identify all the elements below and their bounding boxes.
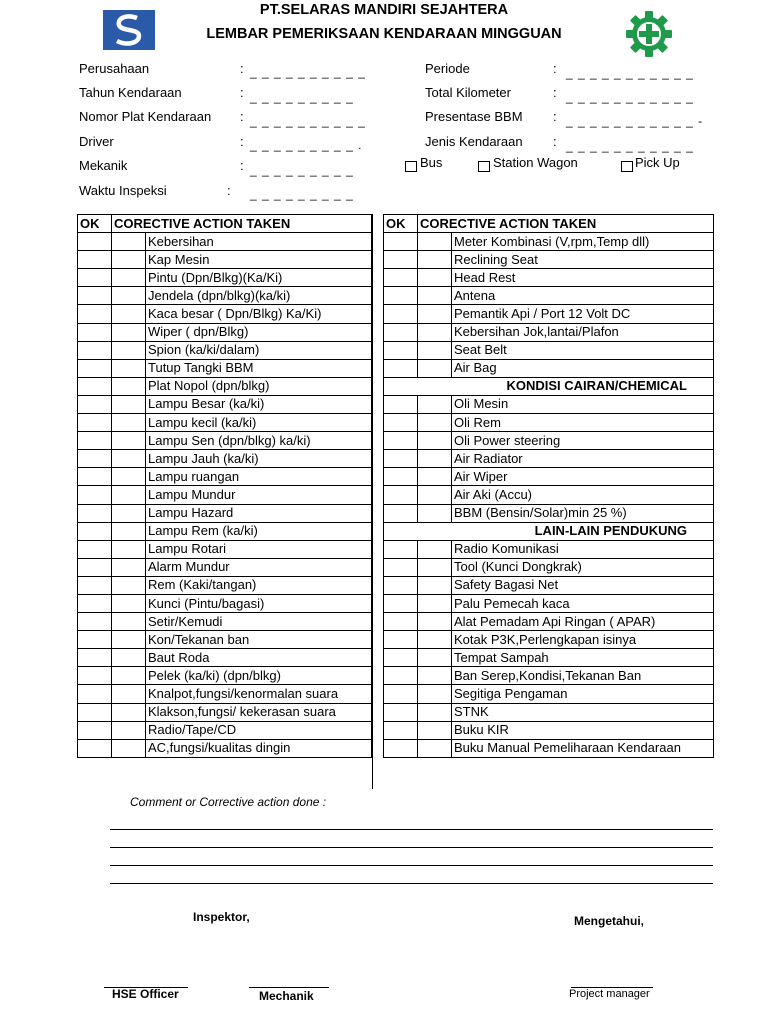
ok-checkbox-cell[interactable] [78,721,112,739]
comment-label: Comment or Corrective action done : [130,795,327,809]
inspection-item: Antena [452,287,714,305]
inspection-item: Kebersihan [146,233,372,251]
table-row [384,359,714,377]
field-label-periode: Periode [425,61,470,76]
corrective-action-cell[interactable] [112,341,146,359]
field-colon: : [240,134,244,149]
inspection-item: Lampu Rem (ka/ki) [146,522,372,540]
table-row [384,613,714,631]
corrective-action-cell[interactable] [112,251,146,269]
corrective-action-cell[interactable] [418,558,452,576]
ok-checkbox-cell[interactable] [384,287,418,305]
ok-checkbox-cell[interactable] [78,287,112,305]
corrective-action-cell[interactable] [418,631,452,649]
corrective-action-cell[interactable] [418,649,452,667]
corrective-action-cell[interactable] [418,414,452,432]
corrective-action-cell[interactable] [418,269,452,287]
ok-checkbox-cell[interactable] [78,395,112,413]
field-label-driver: Driver [79,134,114,149]
ok-checkbox-cell[interactable] [78,486,112,504]
corrective-action-cell[interactable] [418,486,452,504]
corrective-action-cell[interactable] [418,613,452,631]
inspection-item: Kaca besar ( Dpn/Blkg) Ka/Ki) [146,305,372,323]
checklist-table-right [383,214,714,758]
table-row [384,594,714,612]
corrective-action-cell[interactable] [112,233,146,251]
inspection-item: Baut Roda [146,649,372,667]
ok-checkbox-cell[interactable] [384,703,418,721]
corrective-action-cell[interactable] [112,504,146,522]
field-value-nomor-plat[interactable]: _ _ _ _ _ _ _ _ _ _ [250,114,366,128]
inspection-item: Oli Power steering [452,432,714,450]
inspection-item: Tutup Tangki BBM [146,359,372,377]
ok-checkbox-cell[interactable] [78,613,112,631]
ok-checkbox-cell[interactable] [78,414,112,432]
corrective-action-cell[interactable] [112,486,146,504]
corrective-action-cell[interactable] [112,631,146,649]
ok-checkbox-cell[interactable] [384,594,418,612]
inspection-item: Plat Nopol (dpn/blkg) [146,377,372,395]
inspection-item: Knalpot,fungsi/kenormalan suara [146,685,372,703]
corrective-action-cell[interactable] [418,739,452,757]
ok-checkbox-cell[interactable] [384,558,418,576]
field-label-nomor-plat: Nomor Plat Kendaraan [79,109,212,124]
corrective-action-cell[interactable] [418,323,452,341]
inspection-item: Lampu Besar (ka/ki) [146,395,372,413]
inspection-item: Lampu Rotari [146,540,372,558]
corrective-action-cell[interactable] [112,377,146,395]
inspection-item: Rem (Kaki/tangan) [146,576,372,594]
table-row [384,450,714,468]
signature-name-pm: Project manager [569,988,650,1000]
inspection-item: Setir/Kemudi [146,613,372,631]
section-row [384,522,714,540]
section-heading: LAIN-LAIN PENDUKUNG [384,522,714,540]
table-row [384,558,714,576]
ok-checkbox-cell[interactable] [384,504,418,522]
corrective-action-cell[interactable] [112,540,146,558]
comment-line[interactable] [110,847,713,848]
table-row [384,703,714,721]
ok-checkbox-cell[interactable] [384,739,418,757]
ok-checkbox-cell[interactable] [384,341,418,359]
corrective-action-cell[interactable] [112,613,146,631]
field-colon: : [553,61,557,76]
corrective-action-cell[interactable] [112,450,146,468]
ok-checkbox-cell[interactable] [78,468,112,486]
corrective-action-cell[interactable] [418,504,452,522]
table-row [384,486,714,504]
corrective-action-cell[interactable] [112,685,146,703]
ok-checkbox-cell[interactable] [384,233,418,251]
corrective-action-cell[interactable] [418,251,452,269]
inspection-item: Lampu kecil (ka/ki) [146,414,372,432]
corrective-action-cell[interactable] [418,395,452,413]
table-row [384,305,714,323]
field-label-perusahaan: Perusahaan [79,61,150,76]
inspection-item: Oli Mesin [452,395,714,413]
inspection-item: Alat Pemadam Api Ringan ( APAR) [452,613,714,631]
comment-line[interactable] [110,865,713,866]
checkbox-label-pick-up: Pick Up [635,155,680,170]
comment-line[interactable] [110,829,713,830]
corrective-action-cell[interactable] [112,649,146,667]
corrective-action-cell[interactable] [418,576,452,594]
ok-checkbox-cell[interactable] [78,594,112,612]
ok-checkbox-cell[interactable] [78,450,112,468]
table-row [384,414,714,432]
inspection-item: Head Rest [452,269,714,287]
ok-checkbox-cell[interactable] [384,414,418,432]
ok-checkbox-cell[interactable] [78,359,112,377]
field-value-total-kilometer[interactable]: _ _ _ _ _ _ _ _ _ _ _ [566,90,694,104]
field-label-tahun: Tahun Kendaraan [79,85,182,100]
section-row [384,377,714,395]
corrective-action-cell[interactable] [112,522,146,540]
checkbox-label-station-wagon: Station Wagon [493,155,578,170]
table-header-row [384,215,714,233]
corrective-action-cell[interactable] [112,739,146,757]
corrective-action-cell[interactable] [418,594,452,612]
table-row [384,395,714,413]
table-row [384,504,714,522]
table-gap-divider [303,214,373,789]
ok-checkbox-cell[interactable] [78,522,112,540]
field-label-jenis-kendaraan: Jenis Kendaraan [425,134,523,149]
inspection-item: Radio/Tape/CD [146,721,372,739]
ok-checkbox-cell[interactable] [384,486,418,504]
corrective-action-cell[interactable] [112,323,146,341]
field-label-total-kilometer: Total Kilometer [425,85,511,100]
inspection-item: Wiper ( dpn/Blkg) [146,323,372,341]
inspection-item: Segitiga Pengaman [452,685,714,703]
ca-column-header: CORECTIVE ACTION TAKEN [112,215,372,233]
ok-checkbox-cell[interactable] [78,432,112,450]
inspection-item: Lampu Sen (dpn/blkg) ka/ki) [146,432,372,450]
corrective-action-cell[interactable] [112,703,146,721]
table-row [384,721,714,739]
inspection-item: Air Bag [452,359,714,377]
ok-checkbox-cell[interactable] [78,558,112,576]
field-colon: : [553,134,557,149]
ok-checkbox-cell[interactable] [384,540,418,558]
field-label-presentase-bbm: Presentase BBM [425,109,523,124]
table-row [384,233,714,251]
signature-line-mechanik[interactable] [249,987,329,988]
table-row [384,468,714,486]
field-colon: : [240,61,244,76]
field-label-waktu-inspeksi: Waktu Inspeksi [79,183,167,198]
ok-checkbox-cell[interactable] [384,649,418,667]
corrective-action-cell[interactable] [418,468,452,486]
checkbox-pick-up[interactable] [621,161,633,172]
corrective-action-cell[interactable] [418,540,452,558]
ok-checkbox-cell[interactable] [78,341,112,359]
corrective-action-cell[interactable] [112,576,146,594]
ok-checkbox-cell[interactable] [384,432,418,450]
ok-checkbox-cell[interactable] [78,703,112,721]
company-name: PT.SELARAS MANDIRI SEJAHTERA [259,2,509,18]
signature-name-mechanik: Mechanik [259,989,314,1003]
ok-checkbox-cell[interactable] [384,576,418,594]
corrective-action-cell[interactable] [112,359,146,377]
field-colon: : [240,109,244,124]
inspection-item: Buku Manual Pemeliharaan Kendaraan [452,739,714,757]
ok-checkbox-cell[interactable] [78,233,112,251]
field-value-perusahaan[interactable]: _ _ _ _ _ _ _ _ _ _ [250,65,366,79]
inspection-item: Safety Bagasi Net [452,576,714,594]
table-row [384,667,714,685]
inspection-item: Lampu Mundur [146,486,372,504]
corrective-action-cell[interactable] [418,305,452,323]
ok-checkbox-cell[interactable] [78,739,112,757]
corrective-action-cell[interactable] [418,233,452,251]
table-row [384,341,714,359]
corrective-action-cell[interactable] [112,305,146,323]
inspection-item: Air Radiator [452,450,714,468]
inspection-item: Meter Kombinasi (V,rpm,Temp dll) [452,233,714,251]
field-value-periode[interactable]: _ _ _ _ _ _ _ _ _ _ _ [566,66,694,80]
table-row [384,576,714,594]
corrective-action-cell[interactable] [418,721,452,739]
inspection-item: Kon/Tekanan ban [146,631,372,649]
ok-checkbox-cell[interactable] [384,450,418,468]
field-value-jenis-kendaraan[interactable]: _ _ _ _ _ _ _ _ _ _ _ [566,139,694,153]
ok-checkbox-cell[interactable] [384,251,418,269]
inspection-item: Palu Pemecah kaca [452,594,714,612]
ok-checkbox-cell[interactable] [78,305,112,323]
corrective-action-cell[interactable] [112,414,146,432]
ok-column-header: OK [384,215,418,233]
ok-checkbox-cell[interactable] [384,613,418,631]
corrective-action-cell[interactable] [112,269,146,287]
inspection-item: Kotak P3K,Perlengkapan isinya [452,631,714,649]
table-row [384,631,714,649]
checkbox-label-bus: Bus [420,155,443,170]
table-row [384,251,714,269]
inspection-item: Ban Serep,Kondisi,Tekanan Ban [452,667,714,685]
ok-checkbox-cell[interactable] [78,377,112,395]
section-heading: KONDISI CAIRAN/CHEMICAL [384,377,714,395]
ok-checkbox-cell[interactable] [384,323,418,341]
inspection-item: Pemantik Api / Port 12 Volt DC [452,305,714,323]
corrective-action-cell[interactable] [418,432,452,450]
ok-checkbox-cell[interactable] [384,359,418,377]
corrective-action-cell[interactable] [418,341,452,359]
field-value-waktu-inspeksi[interactable]: _ _ _ _ _ _ _ _ _ [250,187,354,201]
ok-checkbox-cell[interactable] [384,395,418,413]
inspection-item: STNK [452,703,714,721]
inspection-item: Seat Belt [452,341,714,359]
signature-name-hse: HSE Officer [112,987,179,1001]
ok-checkbox-cell[interactable] [384,631,418,649]
corrective-action-cell[interactable] [418,287,452,305]
inspection-item: Air Wiper [452,468,714,486]
inspection-item: Lampu ruangan [146,468,372,486]
ok-checkbox-cell[interactable] [78,685,112,703]
inspection-item: Reclining Seat [452,251,714,269]
inspection-item: AC,fungsi/kualitas dingin [146,739,372,757]
comment-line[interactable] [110,883,713,884]
form-title: LEMBAR PEMERIKSAAN KENDARAAN MINGGUAN [206,26,562,42]
ok-checkbox-cell[interactable] [78,269,112,287]
ok-column-header: OK [78,215,112,233]
corrective-action-cell[interactable] [112,287,146,305]
inspection-item: Kebersihan Jok,lantai/Plafon [452,323,714,341]
ok-checkbox-cell[interactable] [78,504,112,522]
corrective-action-cell[interactable] [418,685,452,703]
corrective-action-cell[interactable] [418,703,452,721]
table-row [384,739,714,757]
inspection-item: Jendela (dpn/blkg)(ka/ki) [146,287,372,305]
inspection-item: Lampu Jauh (ka/ki) [146,450,372,468]
table-row [384,323,714,341]
field-value-tahun[interactable]: _ _ _ _ _ _ _ _ _ [250,90,354,104]
corrective-action-cell[interactable] [418,359,452,377]
corrective-action-cell[interactable] [112,558,146,576]
corrective-action-cell[interactable] [112,395,146,413]
inspection-item: Alarm Mundur [146,558,372,576]
corrective-action-cell[interactable] [418,667,452,685]
ok-checkbox-cell[interactable] [78,576,112,594]
corrective-action-cell[interactable] [112,721,146,739]
inspection-item: Pintu (Dpn/Blkg)(Ka/Ki) [146,269,372,287]
signature-label-inspektor: Inspektor, [193,910,250,924]
ok-checkbox-cell[interactable] [384,269,418,287]
inspection-item: Kap Mesin [146,251,372,269]
signature-label-mengetahui: Mengetahui, [574,914,645,928]
inspection-item: Lampu Hazard [146,504,372,522]
table-row [384,649,714,667]
inspection-item: Air Aki (Accu) [452,486,714,504]
ok-checkbox-cell[interactable] [384,468,418,486]
ok-checkbox-cell[interactable] [384,305,418,323]
ok-checkbox-cell[interactable] [384,721,418,739]
field-colon: : [240,158,244,173]
checkbox-bus[interactable] [405,161,417,172]
field-colon: : [240,85,244,100]
inspection-item: BBM (Bensin/Solar)min 25 %) [452,504,714,522]
table-row [384,432,714,450]
table-row [384,269,714,287]
corrective-action-cell[interactable] [112,468,146,486]
ok-checkbox-cell[interactable] [78,251,112,269]
inspection-item: Buku KIR [452,721,714,739]
ok-checkbox-cell[interactable] [384,685,418,703]
inspection-item: Tool (Kunci Dongkrak) [452,558,714,576]
inspection-item: Klakson,fungsi/ kekerasan suara [146,703,372,721]
ca-column-header: CORECTIVE ACTION TAKEN [418,215,714,233]
corrective-action-cell[interactable] [112,432,146,450]
ok-checkbox-cell[interactable] [78,631,112,649]
inspection-item: Pelek (ka/ki) (dpn/blkg) [146,667,372,685]
field-value-mekanik[interactable]: _ _ _ _ _ _ _ _ _ [250,163,354,177]
table-row [384,287,714,305]
inspection-item: Radio Komunikasi [452,540,714,558]
inspection-item: Spion (ka/ki/dalam) [146,341,372,359]
ok-checkbox-cell[interactable] [78,667,112,685]
ok-checkbox-cell[interactable] [78,540,112,558]
inspection-item: Kunci (Pintu/bagasi) [146,594,372,612]
checkbox-station-wagon[interactable] [478,161,490,172]
corrective-action-cell[interactable] [418,450,452,468]
table-row [384,685,714,703]
ok-checkbox-cell[interactable] [78,649,112,667]
table-row [384,540,714,558]
field-value-presentase-bbm[interactable]: _ _ _ _ _ _ _ _ _ _ _ - [566,114,704,128]
inspection-item: Tempat Sampah [452,649,714,667]
inspection-item: Oli Rem [452,414,714,432]
field-colon: : [553,109,557,124]
ok-checkbox-cell[interactable] [78,323,112,341]
field-colon: : [227,183,231,198]
corrective-action-cell[interactable] [112,594,146,612]
field-colon: : [553,85,557,100]
field-label-mekanik: Mekanik [79,158,128,173]
corrective-action-cell[interactable] [112,667,146,685]
ok-checkbox-cell[interactable] [384,667,418,685]
field-value-driver[interactable]: _ _ _ _ _ _ _ _ _ . [250,138,363,152]
